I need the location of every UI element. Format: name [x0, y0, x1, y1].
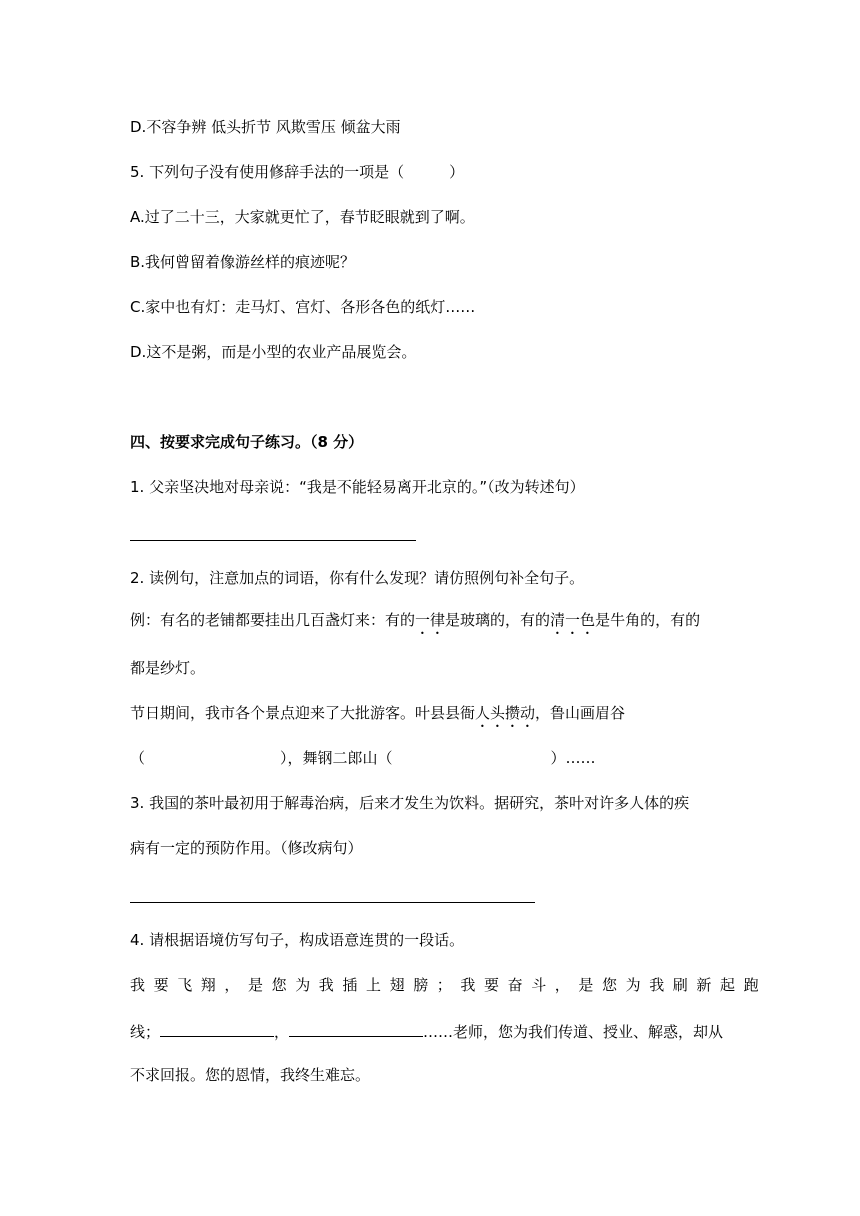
- q5-option-c: C.家中也有灯：走马灯、宫灯、各形各色的纸灯……: [130, 298, 476, 316]
- s4-q4-stem: 4. 请根据语境仿写句子，构成语意连贯的一段话。: [130, 931, 465, 949]
- fill-text-1: 节日期间，我市各个景点迎来了大批游客。叶县县衙: [130, 704, 476, 722]
- s4-q3-answer-line[interactable]: [130, 902, 535, 903]
- q5-stem: 5. 下列句子没有使用修辞手法的一项是（ ）: [130, 163, 465, 181]
- example-dotted-word-2: 清一色: [550, 611, 596, 629]
- fill-open-paren: （: [130, 749, 146, 767]
- fill-end-text: ）……: [550, 749, 596, 767]
- q5-option-b: B.我何曾留着像游丝样的痕迹呢？: [130, 253, 356, 271]
- q4-blank-2[interactable]: [289, 1020, 423, 1037]
- fill-dotted-word: 人头攒动: [475, 704, 536, 722]
- s4-q2-stem: 2. 读例句，注意加点的词语，你有什么发现？请仿照例句补全句子。: [130, 569, 585, 587]
- q4-option-d: D.不容争辨 低头折节 风欺雪压 倾盆大雨: [130, 118, 401, 136]
- s4-q1-stem: 1. 父亲坚决地对母亲说：“我是不能轻易离开北京的。”（改为转述句）: [130, 478, 585, 496]
- s4-q2-fill-line2: [130, 748, 596, 768]
- s4-q4-line2: [130, 1020, 723, 1042]
- s4-q4-line3: 不求回报。您的恩情，我终生难忘。: [130, 1066, 371, 1084]
- q5-option-d: D.这不是粥，而是小型的农业产品展览会。: [130, 343, 417, 361]
- example-text-1: 例：有名的老铺都要挂出几百盏灯来：有的: [130, 611, 416, 629]
- example-text-3: 是牛角的，有的: [595, 611, 701, 629]
- q4-text-c: ……老师，您为我们传道、授业、解惑，却从: [423, 1023, 724, 1041]
- s4-q2-fill-line1: [130, 703, 625, 731]
- s4-q2-example: [130, 610, 700, 638]
- s4-q3-line1: 3. 我国的茶叶最初用于解毒治病，后来才发生为饮料。据研究，茶叶对许多人体的疾: [130, 794, 690, 812]
- q5-option-a: A.过了二十三，大家就更忙了，春节眨眼就到了啊。: [130, 208, 475, 226]
- fill-text-2: ，鲁山画眉谷: [535, 704, 626, 722]
- example-text-2: 是玻璃的，有的: [445, 611, 551, 629]
- s4-q2-example-cont: 都是纱灯。: [130, 659, 206, 677]
- q4-text-a: 线；: [130, 1023, 161, 1041]
- s4-q1-answer-line[interactable]: [130, 540, 416, 541]
- s4-q4-line1: 我要飞翔，是您为我插上翅膀；我要奋斗，是您为我刷新起跑: [130, 976, 768, 994]
- q4-text-b: ，: [274, 1023, 290, 1041]
- section4-heading: 四、按要求完成句子练习。（8 分）: [130, 433, 364, 451]
- fill-mid-text: ），舞钢二郎山（: [280, 749, 393, 767]
- example-dotted-word-1: 一律: [415, 611, 446, 629]
- q4-blank-1[interactable]: [160, 1020, 274, 1037]
- s4-q3-line2: 病有一定的预防作用。（修改病句）: [130, 839, 363, 857]
